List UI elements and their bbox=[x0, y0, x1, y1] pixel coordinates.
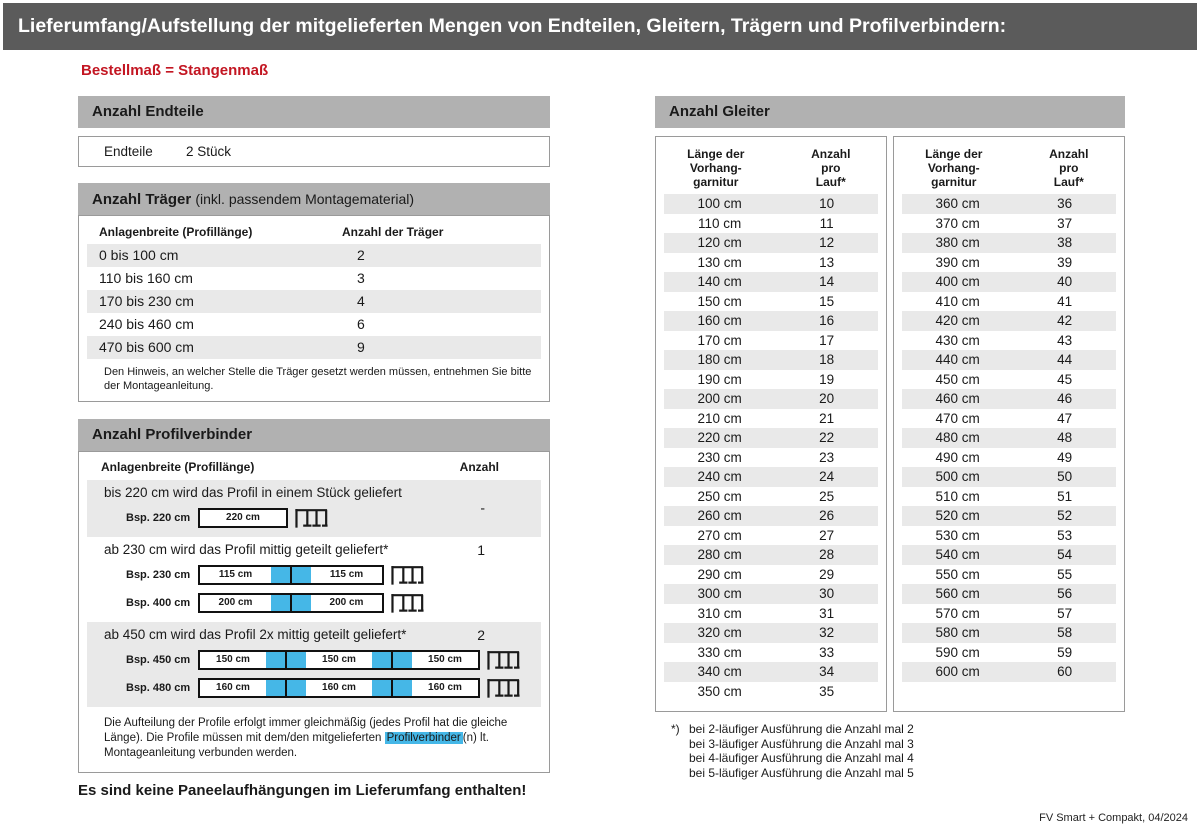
gleiter-count-cell: 28 bbox=[819, 547, 835, 562]
table-row bbox=[902, 370, 1116, 390]
table-row bbox=[902, 253, 1116, 273]
profile-example-row bbox=[87, 508, 541, 528]
gleiter-length-cell: 360 cm bbox=[935, 196, 980, 211]
profilverbinder-section-title: Anzahl Profilverbinder bbox=[92, 426, 253, 443]
traeger-count-cell: 9 bbox=[357, 339, 365, 355]
table-row bbox=[902, 311, 1116, 331]
table-row bbox=[87, 290, 541, 313]
table-row bbox=[902, 233, 1116, 253]
profile-end-icon-wrap bbox=[486, 678, 520, 698]
endteile-section-header bbox=[78, 96, 550, 128]
profile-end-icon bbox=[390, 565, 424, 585]
profile-end-icon-wrap bbox=[486, 650, 520, 670]
table-row bbox=[664, 311, 878, 331]
gleiter-count-cell: 30 bbox=[819, 586, 835, 601]
profile-connector bbox=[372, 652, 412, 668]
footnote-line: bei 3-läufiger Ausführung die Anzahl mal 3 bbox=[689, 736, 914, 751]
table-row bbox=[664, 643, 878, 663]
table-row bbox=[664, 409, 878, 429]
table-row bbox=[87, 336, 541, 359]
table-row bbox=[902, 545, 1116, 565]
gleiter-count-cell: 13 bbox=[819, 254, 835, 270]
profile-connector bbox=[266, 652, 306, 668]
gleiter-length-cell: 490 cm bbox=[935, 449, 980, 465]
table-row bbox=[902, 428, 1116, 448]
gleiter-count-cell: 44 bbox=[1057, 352, 1073, 367]
gleiter-rows-right bbox=[894, 194, 1124, 682]
gleiter-count-cell: 11 bbox=[819, 215, 834, 231]
gleiter-footnote bbox=[671, 722, 1125, 780]
footnote-line: bei 2-läufiger Ausführung die Anzahl mal 2 bbox=[689, 722, 914, 736]
profilverbinder-col2-header: Anzahl bbox=[459, 460, 499, 474]
gleiter-count-cell: 32 bbox=[819, 625, 835, 640]
table-row bbox=[664, 448, 878, 468]
gleiter-length-cell: 560 cm bbox=[935, 586, 980, 601]
gleiter-length-cell: 380 cm bbox=[935, 235, 980, 250]
gleiter-length-cell: 240 cm bbox=[697, 469, 742, 484]
table-row bbox=[664, 331, 878, 351]
table-row bbox=[902, 623, 1116, 643]
footnote-lines bbox=[689, 722, 914, 780]
joint-line bbox=[391, 652, 393, 668]
profile-end-icon bbox=[390, 593, 424, 613]
gleiter-length-cell: 160 cm bbox=[697, 313, 742, 328]
gleiter-count-cell: 16 bbox=[819, 313, 835, 328]
gleiter-length-cell: 410 cm bbox=[935, 293, 980, 309]
profile-end-icon-wrap bbox=[390, 593, 424, 613]
profile-segment-length: 150 cm bbox=[216, 654, 250, 665]
gleiter-length-cell: 230 cm bbox=[697, 449, 742, 465]
traeger-note: Den Hinweis, an welcher Stelle die Träger gesetzt werden müssen, entnehmen Sie bitte der Montageanleitung. bbox=[104, 366, 532, 392]
traeger-table bbox=[78, 215, 550, 402]
table-row bbox=[664, 194, 878, 214]
profilverbinder-col1-header: Anlagenbreite (Profillänge) bbox=[101, 460, 255, 474]
traeger-col1-header: Anlagenbreite (Profillänge) bbox=[99, 225, 253, 239]
gleiter-count-cell: 29 bbox=[819, 566, 835, 582]
profile-segment-length: 150 cm bbox=[428, 654, 462, 665]
gleiter-count-cell: 48 bbox=[1057, 430, 1073, 445]
gleiter-length-cell: 600 cm bbox=[935, 664, 980, 679]
table-row bbox=[664, 682, 878, 702]
gleiter-count-cell: 24 bbox=[819, 469, 835, 484]
table-row bbox=[902, 409, 1116, 429]
footnote-marker: *) bbox=[671, 722, 680, 736]
profile-segment-length: 115 cm bbox=[329, 569, 364, 580]
gleiter-length-cell: 530 cm bbox=[935, 527, 980, 543]
profile-example-row bbox=[87, 593, 541, 613]
profilverbinder-section-header bbox=[78, 419, 550, 451]
table-row bbox=[902, 584, 1116, 604]
gleiter-count-cell: 15 bbox=[819, 293, 835, 309]
traeger-count-cell: 6 bbox=[357, 316, 365, 332]
profile-bar-diagram bbox=[198, 565, 384, 585]
gleiter-right-header bbox=[894, 145, 1124, 194]
profile-segment-length: 200 cm bbox=[218, 597, 253, 608]
profile-segment-length: 160 cm bbox=[216, 682, 250, 693]
example-label: Bsp. 480 cm bbox=[126, 682, 191, 694]
gleiter-col1-header: Länge der Vorhang- garnitur bbox=[925, 147, 983, 189]
gleiter-count-cell: 45 bbox=[1057, 371, 1073, 387]
profilverbinder-highlight: Profilverbinder bbox=[386, 732, 461, 744]
table-row bbox=[664, 428, 878, 448]
table-row bbox=[664, 292, 878, 312]
example-label: Bsp. 220 cm bbox=[126, 512, 191, 524]
gleiter-length-cell: 310 cm bbox=[697, 605, 742, 621]
gleiter-length-cell: 500 cm bbox=[935, 469, 980, 484]
gleiter-length-cell: 190 cm bbox=[697, 371, 742, 387]
endteile-value: 2 Stück bbox=[186, 144, 232, 159]
gleiter-col2-header: Anzahl pro Lauf* bbox=[811, 147, 851, 189]
table-row bbox=[664, 506, 878, 526]
gleiter-length-cell: 590 cm bbox=[935, 644, 980, 660]
right-column bbox=[655, 96, 1125, 780]
gleiter-count-cell: 47 bbox=[1057, 410, 1073, 426]
joint-line bbox=[391, 680, 393, 696]
gleiter-length-cell: 350 cm bbox=[697, 683, 742, 699]
traeger-section-title: Anzahl Träger bbox=[92, 191, 192, 208]
table-row bbox=[664, 565, 878, 585]
profile-bar-diagram bbox=[198, 650, 480, 670]
table-row bbox=[902, 662, 1116, 682]
table-row bbox=[902, 506, 1116, 526]
left-column bbox=[78, 96, 550, 799]
profilverbinder-section bbox=[87, 622, 541, 707]
table-row bbox=[664, 214, 878, 234]
gleiter-count-cell: 35 bbox=[819, 683, 835, 699]
gleiter-length-cell: 260 cm bbox=[697, 508, 742, 523]
gleiter-count-cell: 40 bbox=[1057, 274, 1073, 289]
gleiter-length-cell: 220 cm bbox=[697, 430, 742, 445]
gleiter-count-cell: 46 bbox=[1057, 391, 1073, 406]
profilverbinder-section bbox=[87, 537, 541, 622]
gleiter-length-cell: 170 cm bbox=[697, 332, 742, 348]
table-row bbox=[664, 233, 878, 253]
table-row bbox=[902, 643, 1116, 663]
table-row bbox=[902, 604, 1116, 624]
table-row bbox=[902, 272, 1116, 292]
table-row bbox=[664, 350, 878, 370]
gleiter-table-right bbox=[893, 136, 1125, 712]
table-row bbox=[902, 331, 1116, 351]
profile-connector bbox=[372, 680, 412, 696]
table-row bbox=[902, 487, 1116, 507]
gleiter-count-cell: 60 bbox=[1057, 664, 1073, 679]
profile-example-row bbox=[87, 650, 541, 670]
profile-segment-length: 160 cm bbox=[322, 682, 356, 693]
profilverbinder-rule-text: ab 230 cm wird das Profil mittig geteilt geliefert* bbox=[104, 542, 389, 557]
gleiter-count-cell: 50 bbox=[1057, 469, 1073, 484]
gleiter-section-title: Anzahl Gleiter bbox=[669, 103, 770, 120]
gleiter-length-cell: 100 cm bbox=[697, 196, 742, 211]
joint-line bbox=[290, 595, 292, 611]
table-row bbox=[664, 389, 878, 409]
gleiter-count-cell: 21 bbox=[819, 410, 835, 426]
gleiter-count-cell: 14 bbox=[819, 274, 835, 289]
gleiter-col1-header: Länge der Vorhang- garnitur bbox=[687, 147, 745, 189]
gleiter-count-cell: 53 bbox=[1057, 527, 1073, 543]
table-row bbox=[664, 272, 878, 292]
table-row bbox=[664, 370, 878, 390]
gleiter-count-cell: 19 bbox=[819, 371, 835, 387]
gleiter-length-cell: 580 cm bbox=[935, 625, 980, 640]
profile-connector bbox=[271, 567, 311, 583]
gleiter-length-cell: 120 cm bbox=[697, 235, 742, 250]
gleiter-length-cell: 300 cm bbox=[697, 586, 742, 601]
table-row bbox=[902, 565, 1116, 585]
traeger-count-cell: 4 bbox=[357, 293, 365, 309]
profilverbinder-table bbox=[78, 451, 550, 773]
table-row bbox=[87, 244, 541, 267]
document-version: FV Smart + Compakt, 04/2024 bbox=[1039, 812, 1188, 824]
gleiter-length-cell: 440 cm bbox=[935, 352, 980, 367]
gleiter-length-cell: 290 cm bbox=[697, 566, 742, 582]
table-row bbox=[664, 253, 878, 273]
profilverbinder-note: Die Aufteilung der Profile erfolgt immer gleichmäßig (jedes Profil hat die gleiche Länge). Die Profile müssen mit dem/den mitgelieferten Profilverbinder (n) lt. Montageanleitung verbunden werden. bbox=[104, 717, 508, 759]
gleiter-length-cell: 200 cm bbox=[697, 391, 742, 406]
endteile-table bbox=[78, 136, 550, 167]
example-label: Bsp. 400 cm bbox=[126, 597, 191, 609]
gleiter-count-cell: 34 bbox=[819, 664, 835, 679]
profilverbinder-table-header bbox=[79, 452, 549, 480]
profilverbinder-count: 1 bbox=[477, 542, 485, 558]
traeger-rows bbox=[79, 244, 549, 359]
table-row bbox=[664, 604, 878, 624]
gleiter-count-cell: 18 bbox=[819, 352, 835, 367]
gleiter-length-cell: 470 cm bbox=[935, 410, 980, 426]
table-row bbox=[664, 584, 878, 604]
gleiter-length-cell: 250 cm bbox=[697, 488, 742, 504]
paneel-warning: Es sind keine Paneelaufhängungen im Lieferumfang enthalten! bbox=[78, 782, 527, 799]
gleiter-count-cell: 33 bbox=[819, 644, 835, 660]
gleiter-tables bbox=[655, 136, 1125, 712]
gleiter-count-cell: 37 bbox=[1057, 215, 1073, 231]
gleiter-count-cell: 55 bbox=[1057, 566, 1073, 582]
profilverbinder-count: 2 bbox=[477, 627, 485, 643]
gleiter-length-cell: 130 cm bbox=[697, 254, 742, 270]
table-row bbox=[664, 526, 878, 546]
gleiter-count-cell: 23 bbox=[819, 449, 835, 465]
table-row bbox=[87, 267, 541, 290]
gleiter-length-cell: 540 cm bbox=[935, 547, 980, 562]
gleiter-length-cell: 180 cm bbox=[697, 352, 742, 367]
gleiter-count-cell: 57 bbox=[1057, 605, 1073, 621]
gleiter-count-cell: 22 bbox=[819, 430, 835, 445]
gleiter-count-cell: 36 bbox=[1057, 196, 1073, 211]
profile-segment-length: 150 cm bbox=[322, 654, 356, 665]
table-row bbox=[902, 448, 1116, 468]
traeger-range-cell: 110 bis 160 cm bbox=[99, 270, 193, 286]
gleiter-count-cell: 41 bbox=[1057, 293, 1073, 309]
example-label: Bsp. 230 cm bbox=[126, 569, 191, 581]
gleiter-count-cell: 43 bbox=[1057, 332, 1073, 348]
gleiter-length-cell: 340 cm bbox=[697, 664, 742, 679]
example-label: Bsp. 450 cm bbox=[126, 654, 191, 666]
gleiter-length-cell: 520 cm bbox=[935, 508, 980, 523]
profile-bar-diagram bbox=[198, 508, 288, 528]
gleiter-length-cell: 460 cm bbox=[935, 391, 980, 406]
joint-line bbox=[285, 652, 287, 668]
gleiter-count-cell: 38 bbox=[1057, 235, 1073, 250]
joint-line bbox=[285, 680, 287, 696]
traeger-section-subtitle: (inkl. passendem Montagematerial) bbox=[195, 191, 415, 207]
gleiter-count-cell: 59 bbox=[1057, 644, 1073, 660]
table-row bbox=[902, 214, 1116, 234]
profile-segment-length: 200 cm bbox=[329, 597, 364, 608]
gleiter-rows-left bbox=[656, 194, 886, 701]
gleiter-count-cell: 10 bbox=[819, 196, 835, 211]
gleiter-count-cell: 56 bbox=[1057, 586, 1073, 601]
footnote-line: bei 5-läufiger Ausführung die Anzahl mal 5 bbox=[689, 765, 914, 780]
gleiter-length-cell: 550 cm bbox=[935, 566, 980, 582]
table-row bbox=[902, 350, 1116, 370]
profile-end-icon-wrap bbox=[294, 508, 328, 528]
table-row bbox=[902, 194, 1116, 214]
table-row bbox=[902, 292, 1116, 312]
profile-end-icon bbox=[486, 678, 520, 698]
gleiter-left-header bbox=[656, 145, 886, 194]
table-row bbox=[87, 313, 541, 336]
traeger-range-cell: 170 bis 230 cm bbox=[99, 293, 194, 309]
profile-segment-length: 115 cm bbox=[218, 569, 253, 580]
profilverbinder-count: - bbox=[480, 498, 485, 515]
table-row bbox=[664, 623, 878, 643]
gleiter-length-cell: 390 cm bbox=[935, 254, 980, 270]
gleiter-length-cell: 480 cm bbox=[935, 430, 980, 445]
gleiter-count-cell: 51 bbox=[1057, 488, 1073, 504]
traeger-count-cell: 2 bbox=[357, 247, 365, 263]
gleiter-col2-header: Anzahl pro Lauf* bbox=[1049, 147, 1089, 189]
gleiter-count-cell: 26 bbox=[819, 508, 835, 523]
gleiter-table-left bbox=[655, 136, 887, 712]
gleiter-length-cell: 570 cm bbox=[935, 605, 980, 621]
profile-segment-length: 220 cm bbox=[226, 512, 260, 523]
gleiter-length-cell: 510 cm bbox=[935, 488, 980, 504]
traeger-range-cell: 240 bis 460 cm bbox=[99, 316, 194, 332]
profilverbinder-sections bbox=[79, 480, 549, 707]
gleiter-count-cell: 58 bbox=[1057, 625, 1073, 640]
gleiter-count-cell: 42 bbox=[1057, 313, 1073, 328]
gleiter-count-cell: 27 bbox=[819, 527, 835, 543]
gleiter-length-cell: 210 cm bbox=[697, 410, 742, 426]
gleiter-count-cell: 12 bbox=[819, 235, 835, 250]
profile-example-row bbox=[87, 565, 541, 585]
order-measure-note: Bestellmaß = Stangenmaß bbox=[81, 62, 269, 79]
profile-bar-diagram bbox=[198, 678, 480, 698]
traeger-range-cell: 0 bis 100 cm bbox=[99, 247, 179, 263]
gleiter-count-cell: 31 bbox=[819, 605, 835, 621]
traeger-col2-header: Anzahl der Träger bbox=[342, 225, 444, 239]
profilverbinder-rule-text: ab 450 cm wird das Profil 2x mittig geteilt geliefert* bbox=[104, 627, 407, 642]
gleiter-length-cell: 150 cm bbox=[697, 293, 742, 309]
table-row bbox=[664, 487, 878, 507]
gleiter-length-cell: 280 cm bbox=[697, 547, 742, 562]
joint-line bbox=[290, 567, 292, 583]
profile-end-icon bbox=[294, 508, 328, 528]
profile-bar-diagram bbox=[198, 593, 384, 613]
gleiter-length-cell: 370 cm bbox=[935, 215, 980, 231]
profilverbinder-rule-text: bis 220 cm wird das Profil in einem Stück geliefert bbox=[104, 485, 402, 500]
table-row bbox=[902, 526, 1116, 546]
profile-end-icon-wrap bbox=[390, 565, 424, 585]
gleiter-section-header bbox=[655, 96, 1125, 128]
profile-example-row bbox=[87, 678, 541, 698]
profile-segment-length: 160 cm bbox=[428, 682, 462, 693]
profile-connector bbox=[271, 595, 311, 611]
endteile-label: Endteile bbox=[104, 144, 153, 159]
gleiter-length-cell: 320 cm bbox=[697, 625, 742, 640]
traeger-count-cell: 3 bbox=[357, 270, 365, 286]
gleiter-length-cell: 400 cm bbox=[935, 274, 980, 289]
table-row bbox=[664, 467, 878, 487]
gleiter-count-cell: 49 bbox=[1057, 449, 1073, 465]
gleiter-length-cell: 270 cm bbox=[697, 527, 742, 543]
gleiter-length-cell: 330 cm bbox=[697, 644, 742, 660]
table-row bbox=[664, 662, 878, 682]
gleiter-count-cell: 25 bbox=[819, 488, 835, 504]
table-row bbox=[664, 545, 878, 565]
gleiter-count-cell: 52 bbox=[1057, 508, 1073, 523]
endteile-section-title: Anzahl Endteile bbox=[92, 103, 204, 120]
traeger-range-cell: 470 bis 600 cm bbox=[99, 339, 194, 355]
gleiter-length-cell: 110 cm bbox=[697, 215, 742, 231]
gleiter-length-cell: 140 cm bbox=[697, 274, 742, 289]
table-row bbox=[902, 467, 1116, 487]
traeger-section-header bbox=[78, 183, 550, 215]
profile-end-icon bbox=[486, 650, 520, 670]
footnote-line: bei 4-läufiger Ausführung die Anzahl mal 4 bbox=[689, 751, 914, 766]
gleiter-count-cell: 20 bbox=[819, 391, 835, 406]
profile-connector bbox=[266, 680, 306, 696]
gleiter-length-cell: 430 cm bbox=[935, 332, 980, 348]
gleiter-length-cell: 420 cm bbox=[935, 313, 980, 328]
profilverbinder-section bbox=[87, 480, 541, 537]
traeger-table-header bbox=[79, 222, 549, 244]
page-title: Lieferumfang/Aufstellung der mitgelieferten Mengen von Endteilen, Gleitern, Trägern und Profilverbindern: bbox=[3, 3, 1197, 50]
table-row bbox=[902, 389, 1116, 409]
gleiter-count-cell: 39 bbox=[1057, 254, 1073, 270]
gleiter-count-cell: 17 bbox=[819, 332, 835, 348]
gleiter-count-cell: 54 bbox=[1057, 547, 1073, 562]
gleiter-length-cell: 450 cm bbox=[935, 371, 980, 387]
